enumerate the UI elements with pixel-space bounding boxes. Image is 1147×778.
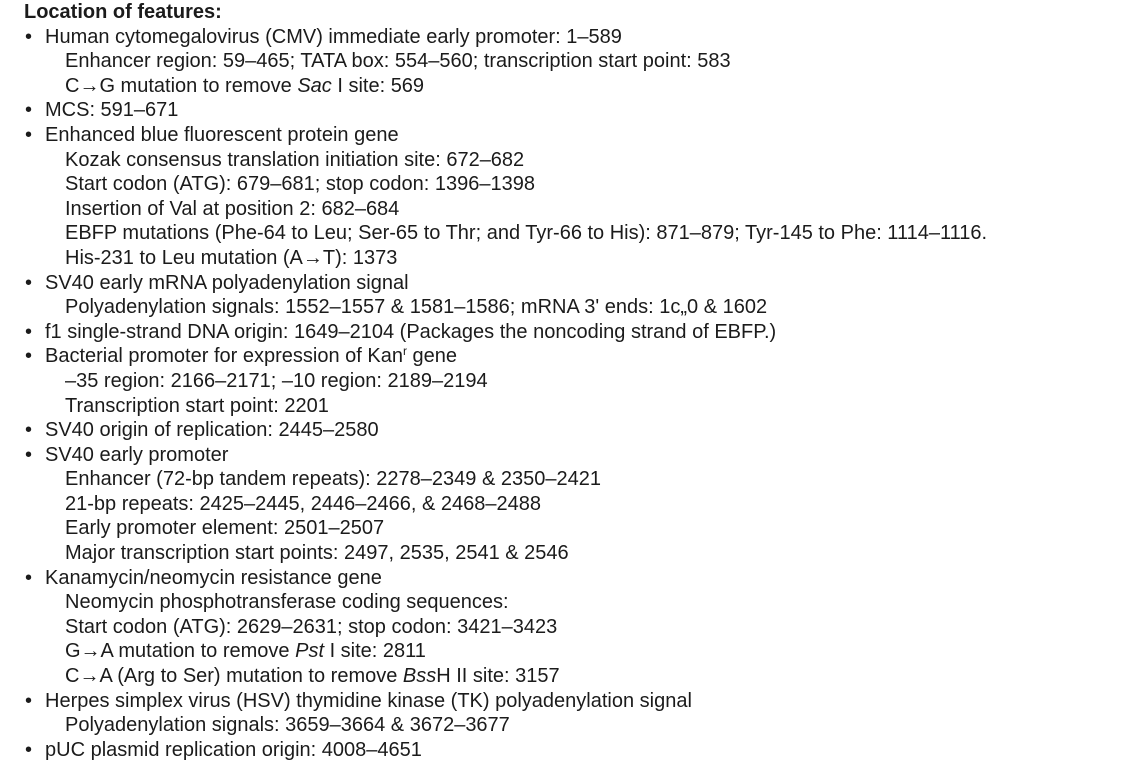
bullet-icon: • bbox=[25, 123, 33, 146]
feature-detail: Transcription start point: 2201 bbox=[65, 394, 329, 417]
feature-puc-origin bbox=[24, 738, 1144, 763]
bullet-icon: • bbox=[25, 345, 33, 368]
feature-detail: Polyadenylation signals: 3659–3664 & 3672–3677 bbox=[65, 714, 510, 737]
feature-detail bbox=[24, 74, 1144, 99]
feature-detail: Early promoter element: 2501–2507 bbox=[65, 517, 385, 540]
bullet-icon: • bbox=[25, 271, 33, 294]
feature-title: gene bbox=[406, 345, 458, 368]
enzyme-name-italic: Sac bbox=[297, 74, 332, 97]
feature-hsv-tk-polya bbox=[24, 689, 1144, 714]
enzyme-name-italic: Pst bbox=[295, 640, 325, 663]
superscript-r: r bbox=[402, 344, 407, 359]
feature-detail: Insertion of Val at position 2: 682–684 bbox=[65, 197, 400, 220]
feature-location-list bbox=[24, 0, 1144, 762]
feature-title: MCS: 591–671 bbox=[45, 99, 179, 122]
feature-detail bbox=[24, 639, 1144, 664]
feature-kan-neo-gene bbox=[24, 566, 1144, 591]
feature-mcs bbox=[24, 98, 1144, 123]
feature-detail: –35 region: 2166–2171; –10 region: 2189–2194 bbox=[65, 369, 488, 392]
section-heading: Location of features: bbox=[24, 1, 222, 23]
feature-title: SV40 early mRNA polyadenylation signal bbox=[45, 271, 409, 294]
feature-sv40-promoter bbox=[24, 443, 1144, 468]
bullet-icon: • bbox=[25, 443, 33, 466]
feature-detail: Enhancer region: 59–465; TATA box: 554–560; transcription start point: 583 bbox=[65, 50, 731, 73]
detail-text: G→A mutation to remove bbox=[65, 640, 296, 663]
feature-detail: 21-bp repeats: 2425–2445, 2446–2466, & 2468–2488 bbox=[65, 492, 541, 515]
bullet-icon: • bbox=[25, 566, 33, 589]
feature-ebfp-gene bbox=[24, 123, 1144, 148]
feature-f1-origin bbox=[24, 320, 1144, 345]
feature-title: Human cytomegalovirus (CMV) immediate early promoter: 1–589 bbox=[45, 25, 622, 48]
detail-text: H II site: 3157 bbox=[436, 665, 560, 688]
detail-text: I site: 569 bbox=[331, 74, 425, 97]
feature-title: Enhanced blue fluorescent protein gene bbox=[45, 123, 399, 146]
bullet-icon: • bbox=[25, 419, 33, 442]
feature-cmv-promoter bbox=[24, 25, 1144, 50]
bullet-icon: • bbox=[25, 99, 33, 122]
bullet-icon: • bbox=[25, 25, 33, 48]
feature-detail: Enhancer (72-bp tandem repeats): 2278–2349 & 2350–2421 bbox=[65, 468, 601, 491]
enzyme-name-italic: Bss bbox=[402, 665, 437, 688]
feature-detail: Kozak consensus translation initiation site: 672–682 bbox=[65, 148, 525, 171]
detail-text: C→G mutation to remove bbox=[65, 74, 298, 97]
feature-title: SV40 early promoter bbox=[45, 443, 229, 466]
detail-text: I site: 2811 bbox=[324, 640, 426, 663]
feature-detail: Neomycin phosphotransferase coding sequences: bbox=[65, 591, 509, 614]
feature-title: pUC plasmid replication origin: 4008–4651 bbox=[45, 738, 422, 761]
feature-bacterial-promoter bbox=[24, 344, 1144, 369]
bullet-icon: • bbox=[25, 689, 33, 712]
bullet-icon: • bbox=[25, 320, 33, 343]
feature-detail: Polyadenylation signals: 1552–1557 & 1581–1586; mRNA 3' ends: 1c„0 & 1602 bbox=[65, 296, 768, 319]
feature-detail: Major transcription start points: 2497, 2535, 2541 & 2546 bbox=[65, 542, 569, 565]
feature-detail bbox=[24, 664, 1144, 689]
feature-sv40-polya bbox=[24, 271, 1144, 296]
feature-title: Kanamycin/neomycin resistance gene bbox=[45, 566, 382, 589]
detail-text: C→A (Arg to Ser) mutation to remove bbox=[65, 665, 403, 688]
feature-detail: Start codon (ATG): 2629–2631; stop codon: 3421–3423 bbox=[65, 615, 558, 638]
feature-sv40-origin bbox=[24, 418, 1144, 443]
feature-title: SV40 origin of replication: 2445–2580 bbox=[45, 419, 379, 442]
feature-title: Herpes simplex virus (HSV) thymidine kinase (TK) polyadenylation signal bbox=[45, 689, 692, 712]
feature-detail: His-231 to Leu mutation (A→T): 1373 bbox=[65, 246, 398, 269]
bullet-icon: • bbox=[25, 738, 33, 761]
feature-title: Bacterial promoter for expression of Kan bbox=[45, 345, 403, 368]
feature-detail: EBFP mutations (Phe-64 to Leu; Ser-65 to Thr; and Tyr-66 to His): 871–879; Tyr-145 to Phe: 1114–1116. bbox=[65, 222, 988, 245]
feature-detail: Start codon (ATG): 679–681; stop codon: 1396–1398 bbox=[65, 173, 535, 196]
feature-title: f1 single-strand DNA origin: 1649–2104 (Packages the noncoding strand of EBFP.) bbox=[45, 320, 777, 343]
